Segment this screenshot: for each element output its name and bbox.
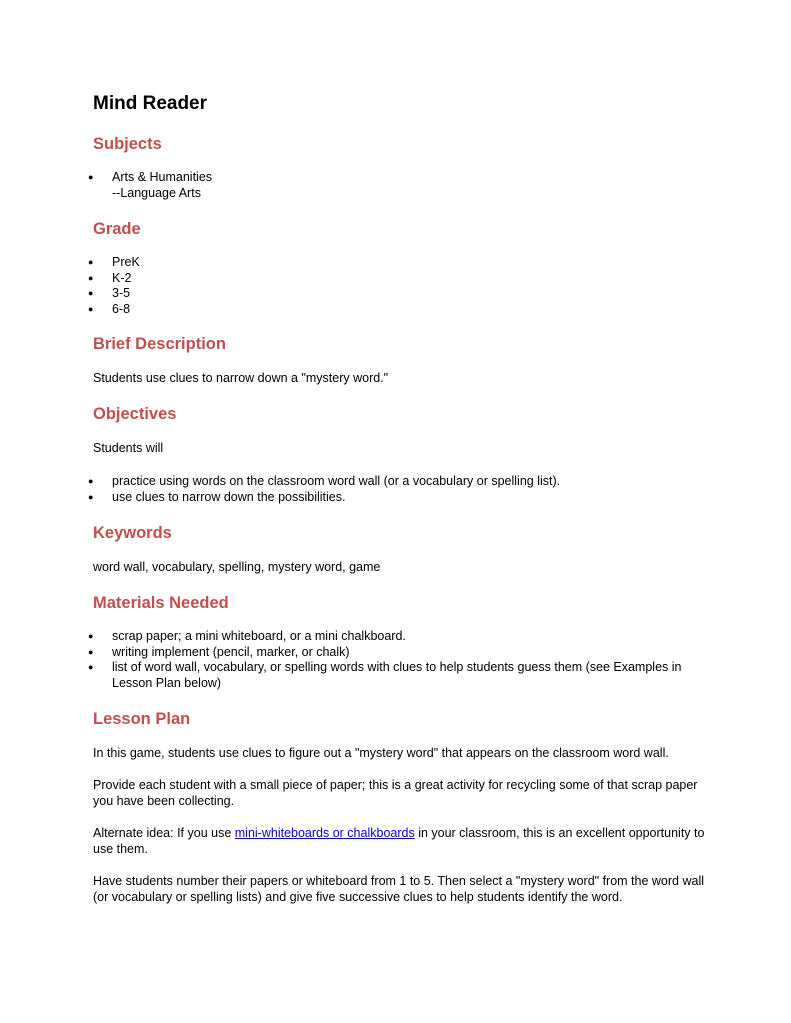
grade-item: PreK [112, 255, 140, 269]
material-item: list of word wall, vocabulary, or spelling words with clues to help students guess them (see Examples in Lesson Plan below) [112, 660, 682, 690]
lesson-plan-paragraph: Have students number their papers or whiteboard from 1 to 5. Then select a "mystery word" from the word wall (or vocabulary or spelling lists) and give five successive clues to help students identify the word. [93, 874, 704, 904]
bullet-icon: ● [88, 476, 94, 486]
list-item [88, 170, 713, 201]
bullet-icon: ● [88, 272, 94, 283]
subjects-list [88, 170, 713, 201]
objectives-list [88, 474, 713, 505]
bullet-icon: ● [88, 646, 94, 657]
lesson-plan-heading: Lesson Plan [93, 710, 191, 728]
subject-label: Arts & Humanities [112, 170, 213, 184]
grade-item: 3-5 [112, 286, 131, 300]
grade-list [88, 255, 713, 317]
paragraph-text: in your classroom, this is an excellent opportunity to use them. [93, 826, 705, 856]
brief-description-text: Students use clues to narrow down a "mystery word." [93, 371, 389, 385]
objectives-intro: Students will [93, 441, 164, 455]
keywords-text: word wall, vocabulary, spelling, mystery word, game [93, 560, 381, 574]
bullet-icon: ● [88, 172, 94, 182]
list-item [88, 301, 713, 318]
mini-whiteboards-link[interactable]: mini-whiteboards or chalkboards [234, 826, 415, 840]
lesson-plan-paragraph [93, 825, 713, 857]
bullet-icon: ● [88, 631, 94, 641]
list-item [88, 629, 713, 645]
subjects-heading: Subjects [93, 135, 162, 153]
brief-description-heading: Brief Description [93, 335, 226, 353]
lesson-plan-paragraph: In this game, students use clues to figure out a "mystery word" that appears on the classroom word wall. [93, 746, 669, 760]
grade-item: 6-8 [112, 301, 131, 316]
page-title: Mind Reader [93, 93, 208, 114]
list-item [88, 644, 713, 661]
paragraph-text: Alternate idea: If you use [93, 826, 235, 840]
bullet-icon: ● [88, 257, 94, 267]
bullet-icon: ● [88, 303, 94, 314]
list-item [88, 660, 713, 691]
bullet-icon: ● [88, 491, 94, 502]
list-item [88, 286, 713, 302]
materials-list [88, 629, 713, 691]
lesson-plan-paragraph: Provide each student with a small piece of paper; this is a great activity for recycling some of that scrap paper you have been collecting. [93, 778, 698, 808]
bullet-icon: ● [88, 662, 94, 672]
list-item [88, 255, 713, 271]
bullet-icon: ● [88, 288, 94, 298]
list-item [88, 489, 713, 506]
objective-item: practice using words on the classroom word wall (or a vocabulary or spelling list). [112, 474, 561, 488]
material-item: writing implement (pencil, marker, or chalk) [112, 644, 350, 659]
keywords-heading: Keywords [93, 524, 172, 542]
subject-sub-label: --Language Arts [112, 185, 201, 200]
list-item [88, 270, 713, 287]
grade-item: K-2 [112, 270, 132, 285]
objective-item: use clues to narrow down the possibilities. [112, 489, 346, 504]
grade-heading: Grade [93, 220, 141, 238]
lesson-document [88, 92, 713, 905]
materials-heading: Materials Needed [93, 594, 229, 612]
list-item [88, 474, 713, 490]
objectives-heading: Objectives [93, 405, 177, 423]
material-item: scrap paper; a mini whiteboard, or a mini chalkboard. [112, 629, 406, 643]
